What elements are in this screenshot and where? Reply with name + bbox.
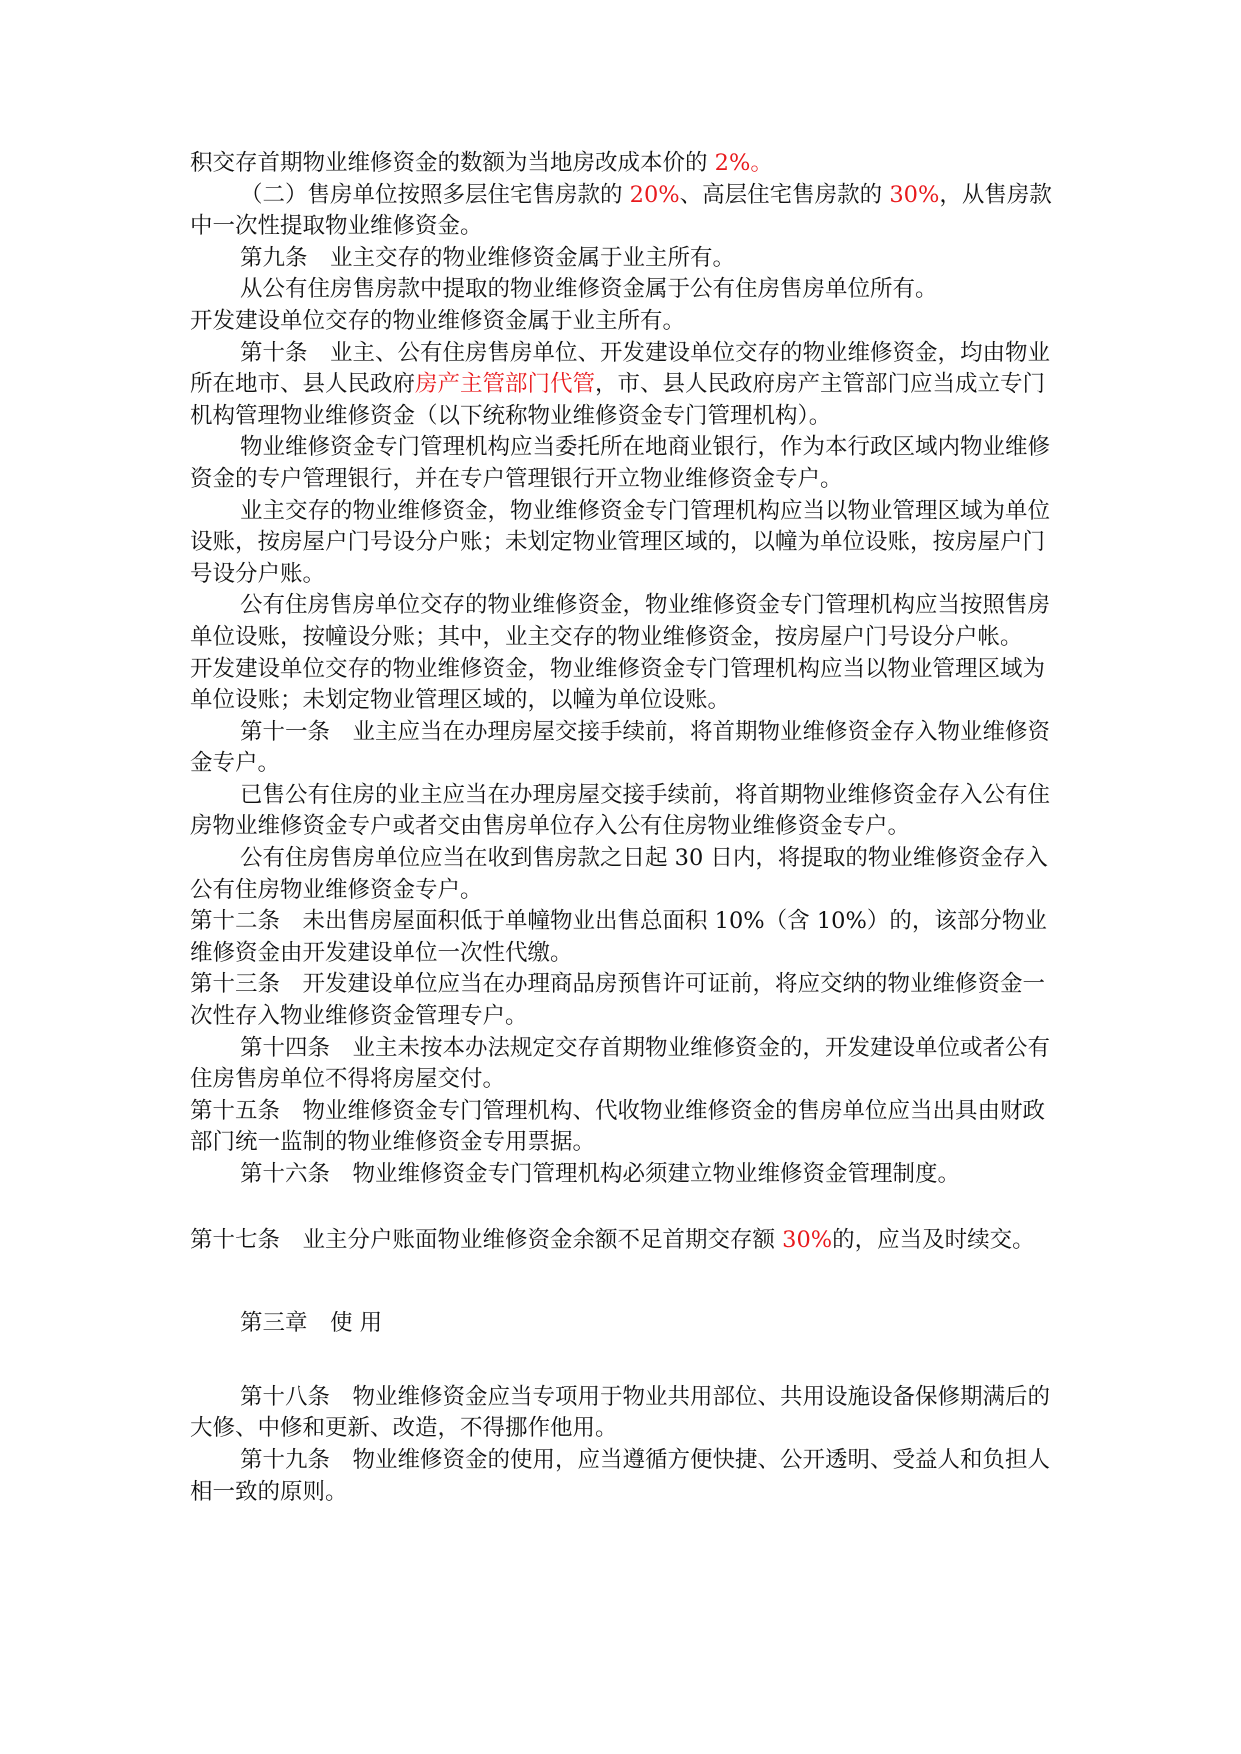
paragraph-p18 (190, 1159, 1060, 1191)
paragraph-p13 (190, 843, 1060, 906)
paragraph-p16 (190, 1033, 1060, 1096)
text-run: 开发建设单位交存的物业维修资金，物业维修资金专门管理机构应当以物业管理区域为单位设账；未划定物业管理区域的，以幢为单位设账。 (190, 655, 1046, 714)
text-run: 公有住房售房单位交存的物业维修资金，物业维修资金专门管理机构应当按照售房单位设账，按幢设分账；其中，业主交存的物业维修资金，按房屋户门号设分户帐。 (190, 592, 1051, 650)
paragraph-p7 (190, 432, 1060, 495)
text-run: 第十条 业主、公有住房售房单位、开发建设单位交存的物业维修资金，均由物业所在地市、县人民政府 (190, 339, 1051, 398)
text-run: 物业维修资金专门管理机构应当委托所在地商业银行，作为本行政区域内物业维修资金的专户管理银行，并在专户管理银行开立物业维修资金专户。 (190, 434, 1051, 492)
paragraph-p21 (190, 1382, 1060, 1445)
text-run: 公有住房售房单位应当在收到售房款之日起 30 日内，将提取的物业维修资金存入公有住房物业维修资金专户。 (190, 845, 1048, 903)
paragraph-p20 (190, 1308, 1060, 1340)
text-run: 第十九条 物业维修资金的使用，应当遵循方便快捷、公开透明、受益人和负担人相一致的原则。 (190, 1446, 1051, 1505)
paragraph-p14 (190, 906, 1060, 969)
text-run: 业主交存的物业维修资金，物业维修资金专门管理机构应当以物业管理区域为单位设账，按房屋户门号设分户账；未划定物业管理区域的，以幢为单位设账，按房屋户门号设分户账。 (190, 497, 1051, 587)
text-run: 第十四条 业主未按本办法规定交存首期物业维修资金的，开发建设单位或者公有住房售房单位不得将房屋交付。 (190, 1034, 1051, 1093)
text-run: 的，应当及时续交。 (832, 1226, 1035, 1253)
text-run: 第三章 使 用 (240, 1310, 383, 1337)
paragraph-p22 (190, 1445, 1060, 1508)
text-run: 第十六条 物业维修资金专门管理机构必须建立物业维修资金管理制度。 (240, 1161, 961, 1187)
paragraph-p12 (190, 780, 1060, 843)
paragraph-p9 (190, 590, 1060, 653)
text-run: ，从售房款中一次性提取物业维修资金。 (190, 181, 1052, 240)
text-run: （二）售房单位按照多层住宅售房款的 (240, 181, 630, 208)
paragraph-p11 (190, 717, 1060, 780)
text-run: 从公有住房售房款中提取的物业维修资金属于公有住房售房单位所有。 (240, 276, 938, 303)
paragraph-p19 (190, 1225, 1060, 1257)
paragraph-p15 (190, 969, 1060, 1032)
text-run: 第十三条 开发建设单位应当在办理商品房预售许可证前，将应交纳的物业维修资金一次性存入物业维修资金管理专户。 (190, 971, 1046, 1030)
highlighted-text: 30% (782, 1226, 833, 1253)
text-run: 第九条 业主交存的物业维修资金属于业主所有。 (240, 244, 736, 271)
paragraph-p10 (190, 654, 1060, 717)
paragraph-p6 (190, 338, 1060, 433)
paragraph-p17 (190, 1096, 1060, 1159)
highlighted-text: 房产主管部门代管 (415, 371, 596, 398)
text-run: 第十五条 物业维修资金专门管理机构、代收物业维修资金的售房单位应当出具由财政部门统一监制的物业维修资金专用票据。 (190, 1097, 1046, 1156)
paragraph-p4 (190, 274, 1060, 306)
paragraph-p5 (190, 306, 1060, 338)
highlighted-text: 30% (889, 181, 940, 208)
paragraph-p2 (190, 180, 1060, 243)
text-run: 开发建设单位交存的物业维修资金属于业主所有。 (190, 307, 686, 334)
highlighted-text: 20% (629, 181, 680, 208)
paragraph-p1 (190, 148, 1060, 180)
text-run: 第十八条 物业维修资金应当专项用于物业共用部位、共用设施设备保修期满后的大修、中修和更新、改造，不得挪作他用。 (190, 1383, 1051, 1442)
text-run: 、高层住宅售房款的 (679, 181, 890, 208)
document-body (190, 148, 1060, 1508)
text-run: 第十二条 未出售房屋面积低于单幢物业出售总面积 10%（含 10%）的，该部分物业维修资金由开发建设单位一次性代缴。 (190, 908, 1047, 966)
text-run: 积交存首期物业维修资金的数额为当地房改成本价的 (190, 150, 715, 176)
highlighted-text: 2%。 (714, 150, 773, 176)
text-run: 第十一条 业主应当在办理房屋交接手续前，将首期物业维修资金存入物业维修资金专户。 (190, 718, 1051, 777)
paragraph-p3 (190, 243, 1060, 275)
paragraph-p8 (190, 496, 1060, 591)
text-run: ，市、县人民政府房产主管部门应当成立专门机构管理物业维修资金（以下统称物业维修资金专门管理机构）。 (190, 371, 1046, 429)
text-run: 第十七条 业主分户账面物业维修资金余额不足首期交存额 (190, 1226, 783, 1253)
text-run: 已售公有住房的业主应当在办理房屋交接手续前，将首期物业维修资金存入公有住房物业维修资金专户或者交由售房单位存入公有住房物业维修资金专户。 (190, 781, 1051, 840)
